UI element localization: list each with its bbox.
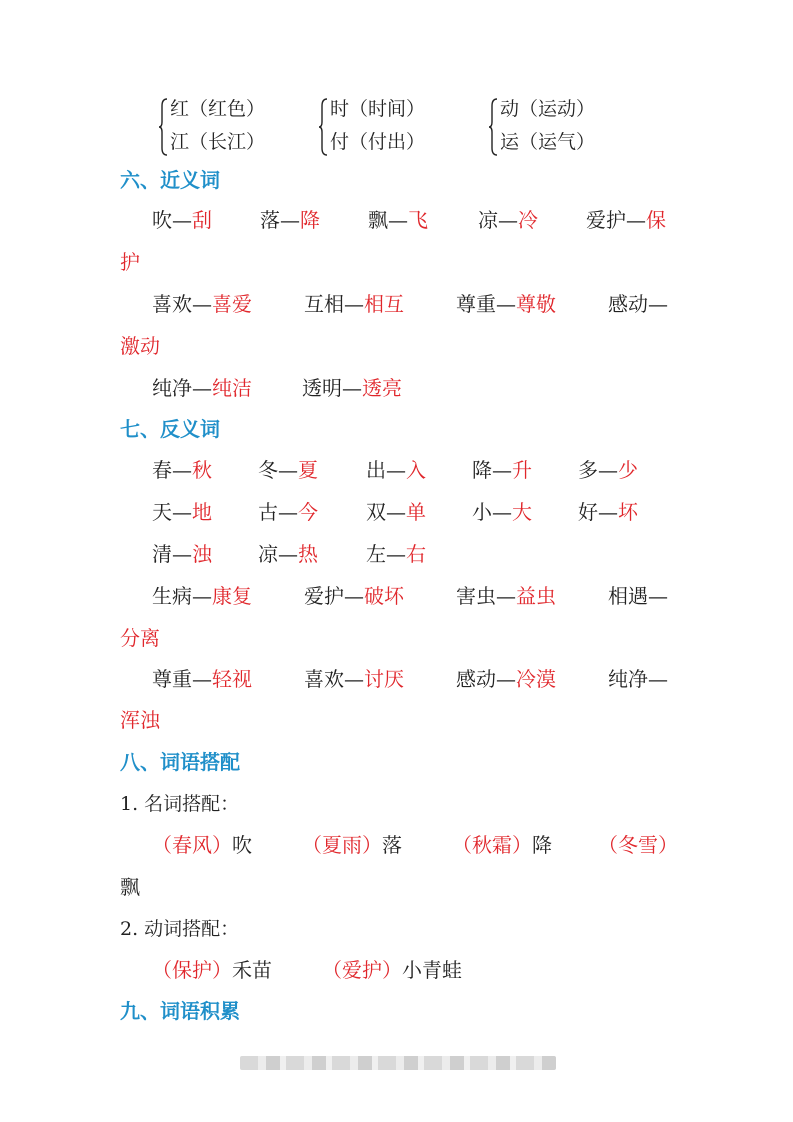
word: 降—	[472, 458, 512, 482]
word-pair	[586, 206, 666, 234]
answer: 益虫	[516, 584, 556, 608]
verb-collocation-label: 2. 动词搭配：	[120, 918, 240, 940]
section-heading-collocation: 八、词语搭配	[120, 750, 240, 774]
answer: 今	[298, 500, 318, 524]
answer: （春风）	[152, 833, 232, 857]
word: 小—	[472, 500, 512, 524]
word: 相遇—	[608, 584, 668, 608]
answer: 夏	[298, 458, 318, 482]
answer: 破坏	[364, 584, 404, 608]
answer: 相互	[364, 292, 404, 316]
word-pair	[608, 290, 668, 318]
word: 落—	[260, 208, 300, 232]
word-pair	[608, 582, 668, 610]
word-pair	[578, 498, 638, 526]
word: 双—	[366, 500, 406, 524]
word-pair	[366, 540, 426, 568]
word-pair	[152, 206, 212, 234]
word-pair	[456, 582, 556, 610]
word: 多—	[578, 458, 618, 482]
word-pair	[366, 456, 426, 484]
word: 出—	[366, 458, 406, 482]
answer: 纯洁	[212, 376, 252, 400]
polyphone-top: 时（时间）	[330, 98, 426, 120]
answer: 秋	[192, 458, 212, 482]
answer: 升	[512, 458, 532, 482]
word-pair	[152, 290, 252, 318]
word: 飘—	[368, 208, 408, 232]
collocation-pair	[452, 831, 552, 859]
brace-icon	[488, 98, 498, 156]
word-pair	[304, 290, 404, 318]
answer: 大	[512, 500, 532, 524]
answer: （保护）	[152, 958, 232, 982]
polyphone-bottom: 付（付出）	[330, 131, 426, 153]
word: 生病—	[152, 584, 212, 608]
word-pair	[152, 498, 212, 526]
word: 互相—	[304, 292, 364, 316]
word: 吹—	[152, 208, 192, 232]
word: 春—	[152, 458, 192, 482]
wrapped-answer: 护	[120, 250, 140, 274]
word-pair	[152, 540, 212, 568]
answer: 右	[406, 542, 426, 566]
wrapped-word: 飘	[120, 875, 140, 899]
word: 凉—	[478, 208, 518, 232]
word: 感动—	[456, 667, 516, 691]
polyphone-top: 红（红色）	[170, 98, 266, 120]
word-pair	[258, 498, 318, 526]
word: 落	[382, 833, 402, 857]
word: 纯净—	[608, 667, 668, 691]
word: 清—	[152, 542, 192, 566]
word-pair	[366, 498, 426, 526]
word: 尊重—	[456, 292, 516, 316]
brace-icon	[158, 98, 168, 156]
answer: 地	[192, 500, 212, 524]
word-pair	[368, 206, 428, 234]
collocation-pair	[322, 956, 462, 984]
word-pair	[456, 665, 556, 693]
word-pair	[152, 456, 212, 484]
word-pair	[456, 290, 556, 318]
word-pair	[478, 206, 538, 234]
word: 爱护—	[304, 584, 364, 608]
word-pair	[578, 456, 638, 484]
word-pair	[472, 456, 532, 484]
answer: 尊敬	[516, 292, 556, 316]
answer: 康复	[212, 584, 252, 608]
collocation-pair	[152, 831, 252, 859]
wrapped-answer: 浑浊	[120, 708, 160, 732]
answer: （冬雪）	[598, 833, 678, 857]
answer: 刮	[192, 208, 212, 232]
answer: （爱护）	[322, 958, 402, 982]
word: 吹	[232, 833, 252, 857]
word-pair	[302, 374, 402, 402]
answer: （夏雨）	[302, 833, 382, 857]
section-heading-antonyms: 七、反义词	[120, 417, 220, 441]
blurred-watermark	[240, 1056, 556, 1070]
word: 好—	[578, 500, 618, 524]
word: 害虫—	[456, 584, 516, 608]
polyphone-bottom: 江（长江）	[170, 131, 266, 153]
word-pair	[304, 582, 404, 610]
word: 透明—	[302, 376, 362, 400]
word: 纯净—	[152, 376, 212, 400]
word: 尊重—	[152, 667, 212, 691]
word-pair	[258, 456, 318, 484]
brace-icon	[318, 98, 328, 156]
answer: 热	[298, 542, 318, 566]
wrapped-answer: 激动	[120, 334, 160, 358]
answer: 浊	[192, 542, 212, 566]
answer: 飞	[408, 208, 428, 232]
word: 凉—	[258, 542, 298, 566]
word: 小青蛙	[402, 958, 462, 982]
answer: 喜爱	[212, 292, 252, 316]
answer: 轻视	[212, 667, 252, 691]
answer: 讨厌	[364, 667, 404, 691]
wrapped-answer: 分离	[120, 626, 160, 650]
answer: 冷漠	[516, 667, 556, 691]
section-heading-accumulation: 九、词语积累	[120, 999, 240, 1023]
word: 天—	[152, 500, 192, 524]
word: 降	[532, 833, 552, 857]
answer: 单	[406, 500, 426, 524]
word-pair	[472, 498, 532, 526]
word: 喜欢—	[304, 667, 364, 691]
answer: 降	[300, 208, 320, 232]
word: 古—	[258, 500, 298, 524]
word: 冬—	[258, 458, 298, 482]
polyphone-top: 动（运动）	[500, 98, 596, 120]
word: 左—	[366, 542, 406, 566]
collocation-pair	[598, 831, 678, 859]
answer: 冷	[518, 208, 538, 232]
noun-collocation-label: 1. 名词搭配：	[120, 793, 240, 815]
word-pair	[152, 665, 252, 693]
collocation-pair	[302, 831, 402, 859]
word: 喜欢—	[152, 292, 212, 316]
word-pair	[152, 582, 252, 610]
word: 爱护—	[586, 208, 646, 232]
word-pair	[260, 206, 320, 234]
polyphone-bottom: 运（运气）	[500, 131, 596, 153]
word-pair	[608, 665, 668, 693]
answer: 保	[646, 208, 666, 232]
answer: 透亮	[362, 376, 402, 400]
word: 感动—	[608, 292, 668, 316]
section-heading-synonyms: 六、近义词	[120, 168, 220, 192]
word-pair	[304, 665, 404, 693]
answer: （秋霜）	[452, 833, 532, 857]
answer: 少	[618, 458, 638, 482]
answer: 坏	[618, 500, 638, 524]
word-pair	[152, 374, 252, 402]
word: 禾苗	[232, 958, 272, 982]
collocation-pair	[152, 956, 272, 984]
word-pair	[258, 540, 318, 568]
answer: 入	[406, 458, 426, 482]
